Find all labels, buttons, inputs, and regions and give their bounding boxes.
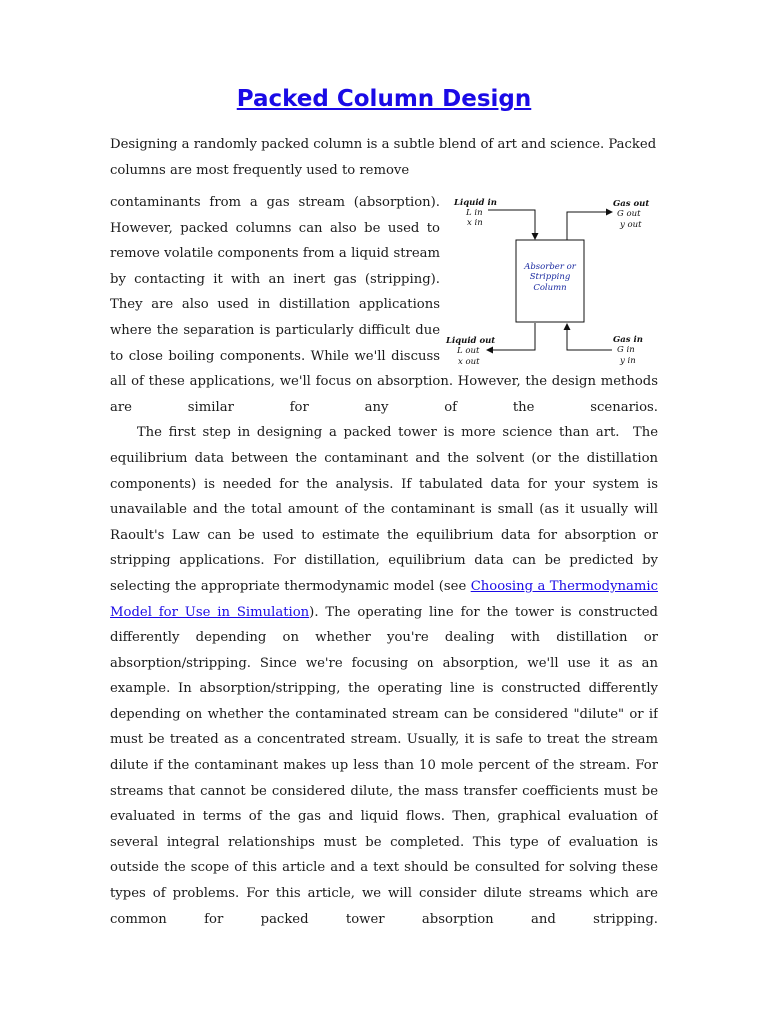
text-line: types of problems. For this article, we will consider dilute streams which are — [110, 886, 658, 902]
gas-out-comp: y out — [620, 220, 642, 230]
liquid-out-label: Liquid out — [446, 336, 496, 346]
intro-block — [110, 132, 658, 183]
text-line: However, packed columns can also be used to — [110, 220, 440, 236]
text-line: example. In absorption/stripping, the operating line is constructed differently — [110, 681, 658, 697]
title-link[interactable]: Packed Column Design — [236, 86, 532, 112]
text-line: unavailable and the total amount of the contaminant is small (as it usually will — [110, 502, 658, 518]
gas-in-arrow — [567, 324, 612, 350]
text-line: all of these applications, we'll focus on absorption. However, the design methods — [110, 374, 658, 390]
text-line: contaminants from a gas stream (absorption). — [110, 195, 440, 210]
text-line: They are also used in distillation applications — [110, 297, 440, 313]
text-line: common for packed tower absorption and stripping. — [110, 911, 658, 927]
text-line: evaluated in terms of the gas and liquid flows. Then, graphical evaluation of — [110, 809, 658, 825]
absorber-diagram — [440, 192, 650, 372]
column-label-3: Column — [533, 283, 567, 293]
text-line: streams that cannot be considered dilute, the mass transfer coefficients must be — [110, 783, 658, 799]
text-line — [110, 574, 658, 600]
text-line: Raoult's Law can be used to estimate the equilibrium data for absorption or — [110, 527, 658, 543]
gas-out-flow: G out — [617, 209, 641, 219]
text-line: where the separation is particularly difficult due — [110, 322, 440, 338]
text-line: components) is needed for the analysis. If tabulated data for your system is — [110, 476, 658, 492]
liquid-out-flow: L out — [457, 346, 480, 356]
text-line: several integral relationships must be completed. This type of evaluation is — [110, 834, 658, 850]
text-line: columns are most frequently used to remove — [110, 162, 410, 178]
page-title — [0, 86, 768, 112]
text-line — [110, 600, 658, 626]
thermo-model-link-cont[interactable]: Model for Use in Simulation — [110, 604, 310, 620]
thermo-model-link[interactable]: Choosing a Thermodynamic — [470, 578, 658, 594]
text-line: equilibrium data between the contaminant and the solvent (or the distillation — [110, 450, 658, 466]
text-line: outside the scope of this article and a text should be consulted for solving these — [110, 860, 658, 876]
text-line: differently depending on whether you're dealing with distillation or — [110, 630, 658, 646]
text-line: remove volatile components from a liquid stream — [110, 246, 440, 262]
text-line: dilute if the contaminant makes up less than 10 mole percent of the stream. For — [110, 758, 658, 774]
liquid-in-label: Liquid in — [454, 198, 497, 208]
text-line: depending on whether the contaminated stream can be considered "dilute" or if — [110, 706, 658, 722]
text-line: by contacting it with an inert gas (stripping). — [110, 271, 440, 287]
gas-in-comp: y in — [620, 356, 636, 366]
liquid-out-comp: x out — [458, 357, 480, 367]
column-label-2: Stripping — [529, 272, 571, 282]
liquid-in-comp: x in — [467, 218, 483, 228]
text-line: absorption/stripping. Since we're focusing on absorption, we'll use it as an — [110, 655, 658, 671]
text-line: The first step in designing a packed tower is more science than art. The — [110, 425, 658, 441]
text-line: to close boiling components. While we'll discuss — [110, 348, 440, 364]
link-prefix: selecting the appropriate thermodynamic model (see — [110, 578, 471, 594]
column-label-1: Absorber or — [524, 262, 576, 272]
liquid-in-flow: L in — [466, 208, 483, 218]
gas-in-label: Gas in — [613, 335, 643, 345]
text-line: Designing a randomly packed column is a subtle blend of art and science. Packed — [110, 137, 657, 152]
gas-in-flow: G in — [617, 345, 635, 355]
liquid-in-arrow — [488, 210, 535, 239]
gas-out-arrow — [567, 212, 612, 240]
text-line: are similar for any of the scenarios. — [110, 399, 658, 415]
link-suffix: ). The operating line for the tower is constructed — [309, 604, 658, 620]
text-line: must be treated as a concentrated stream. Usually, it is safe to treat the stream — [110, 732, 658, 748]
text-line: stripping applications. For distillation, equilibrium data can be predicted by — [110, 553, 658, 569]
gas-out-label: Gas out — [613, 199, 650, 209]
